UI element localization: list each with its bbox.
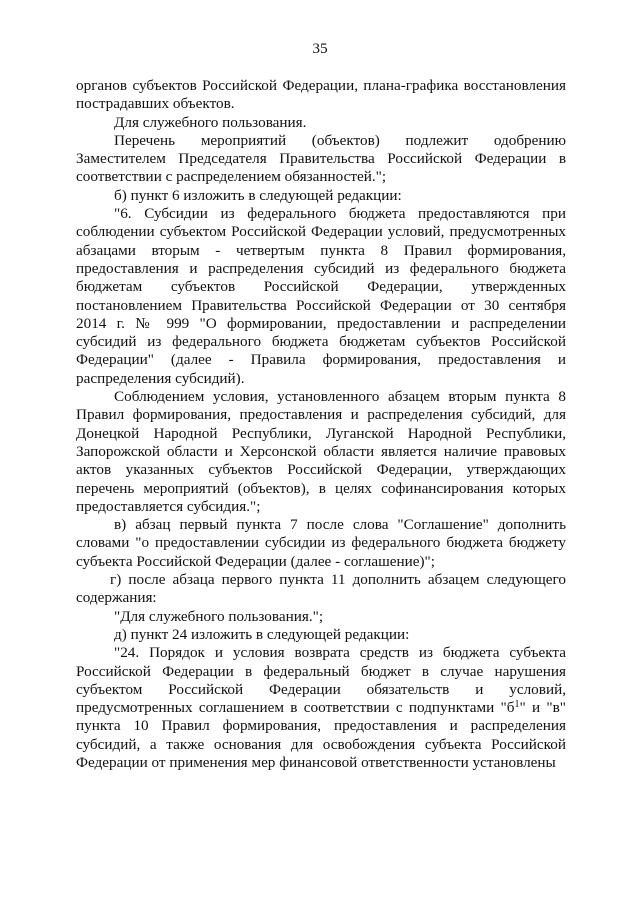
paragraph-restricted-note: Для служебного пользования.	[114, 113, 307, 131]
paragraph-clause-6: "6. Субсидии из федерального бюджета предоставляются при соблюдении субъектом Российской Федерации условий, предусмотренных абзацами вторым - четвертым пункта 8 Правил формирования, предоставления и распределения субсидий из федерального бюджета бюджетам субъектов Российской Федерации, утвержденных постановлением Правительства Российской Федерации от 30 сентября 2014 г. № 999 "О формировании, предоставлении и распределении субсидий из федерального бюджета бюджетам субъектов Российской Федерации" (далее - Правила формирования, предоставления и распределения субсидий).	[76, 205, 566, 387]
clause-24-text-end: " и "в" пункта 10 Правил формирования, предоставления и распределения субсидий, а также основания для освобождения субъекта Российской Федерации от применения мер финансовой ответственности установлены	[76, 699, 566, 771]
page-number: 35	[312, 40, 328, 57]
paragraph-item-d: д) пункт 24 изложить в следующей редакции:	[114, 625, 410, 643]
document-body	[76, 77, 566, 772]
paragraph-item-g: г) после абзаца первого пункта 11 дополнить абзацем следующего содержания:	[76, 571, 566, 607]
paragraph-continuation: органов субъектов Российской Федерации, плана-графика восстановления пострадавших объектов.	[76, 77, 566, 113]
paragraph-restricted-quote: "Для служебного пользования.";	[114, 607, 324, 625]
paragraph-item-b: б) пункт 6 изложить в следующей редакции:	[114, 186, 402, 204]
superscript-one: 1	[514, 699, 520, 711]
paragraph-approval: Перечень мероприятий (объектов) подлежит одобрению Заместителем Председателя Правительства Российской Федерации в соответствии с распределением обязанностей.";	[76, 131, 566, 186]
paragraph-condition: Соблюдением условия, установленного абзацем вторым пункта 8 Правил формирования, предоставления и распределения субсидий, для Донецкой Народной Республики, Луганской Народной Республики, Запорожской области и Херсонской области является наличие правовых актов указанных субъектов Российской Федерации, утверждающих перечень мероприятий (объектов), в целях софинансирования которых предоставляется субсидия.";	[76, 388, 566, 515]
clause-24-text-start: "24. Порядок и условия возврата средств из бюджета субъекта Российской Федерации в федеральный бюджет в случае нарушения субъектом Российской Федерации обязательств и условий, предусмотренных соглашением в соответствии с подпунктами "б	[76, 644, 566, 717]
paragraph-item-v: в) абзац первый пункта 7 после слова "Соглашение" дополнить словами "о предоставлении субсидии из федерального бюджета бюджету субъекта Российской Федерации (далее - соглашение)";	[76, 516, 566, 570]
paragraph-clause-24	[76, 644, 566, 772]
